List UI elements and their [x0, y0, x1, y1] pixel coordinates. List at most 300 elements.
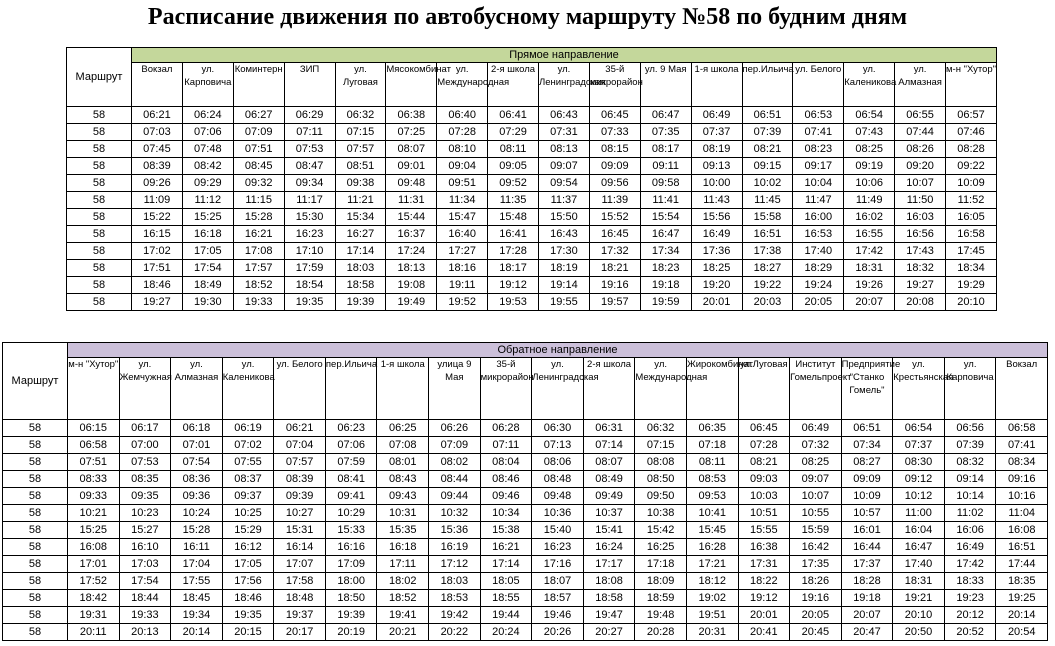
time-cell: 16:47 [893, 539, 945, 556]
time-cell: 07:53 [284, 141, 335, 158]
stop-header: ул. Карповича [182, 63, 233, 107]
time-cell: 16:55 [844, 226, 895, 243]
time-cell: 10:57 [841, 505, 893, 522]
time-cell: 08:10 [437, 141, 488, 158]
time-cell: 09:29 [182, 175, 233, 192]
time-cell: 17:17 [583, 556, 635, 573]
stop-header: ул. Карповича [944, 358, 996, 420]
time-cell: 16:05 [946, 209, 997, 226]
time-cell: 09:41 [325, 488, 377, 505]
time-cell: 11:39 [589, 192, 640, 209]
time-cell: 20:50 [893, 624, 945, 641]
time-cell: 09:51 [437, 175, 488, 192]
time-cell: 17:08 [233, 243, 284, 260]
stop-header: Предприятие "Станко Гомель" [841, 358, 893, 420]
route-number-cell: 58 [67, 192, 132, 209]
time-cell: 15:47 [437, 209, 488, 226]
time-cell: 16:23 [284, 226, 335, 243]
time-cell: 08:45 [233, 158, 284, 175]
time-cell: 10:02 [742, 175, 793, 192]
time-cell: 10:34 [480, 505, 532, 522]
time-cell: 11:31 [386, 192, 437, 209]
time-cell: 20:03 [742, 294, 793, 311]
time-cell: 09:14 [944, 471, 996, 488]
time-cell: 07:15 [335, 124, 386, 141]
time-cell: 18:00 [325, 573, 377, 590]
table-row [67, 277, 997, 294]
time-cell: 16:58 [946, 226, 997, 243]
stop-header: ул. Луговая [335, 63, 386, 107]
forward-schedule-body [67, 107, 997, 311]
stop-header: Институт Гомельпроект [790, 358, 842, 420]
time-cell: 07:43 [844, 124, 895, 141]
time-cell: 19:26 [844, 277, 895, 294]
time-cell: 11:00 [893, 505, 945, 522]
route-number-cell: 58 [67, 158, 132, 175]
time-cell: 19:48 [635, 607, 687, 624]
time-cell: 17:35 [790, 556, 842, 573]
time-cell: 07:31 [539, 124, 590, 141]
forward-stops-row [67, 63, 997, 107]
table-row [3, 556, 1048, 573]
time-cell: 18:58 [583, 590, 635, 607]
backward-schedule-table [2, 342, 1048, 641]
time-cell: 18:19 [539, 260, 590, 277]
stop-header: ул. Международная [635, 358, 687, 420]
time-cell: 08:08 [635, 454, 687, 471]
time-cell: 19:37 [274, 607, 326, 624]
time-cell: 18:52 [233, 277, 284, 294]
time-cell: 15:33 [325, 522, 377, 539]
time-cell: 17:57 [233, 260, 284, 277]
time-cell: 20:24 [480, 624, 532, 641]
time-cell: 19:30 [182, 294, 233, 311]
time-cell: 15:40 [532, 522, 584, 539]
time-cell: 16:42 [790, 539, 842, 556]
time-cell: 08:32 [944, 454, 996, 471]
time-cell: 20:14 [171, 624, 223, 641]
time-cell: 18:58 [335, 277, 386, 294]
time-cell: 07:48 [182, 141, 233, 158]
time-cell: 19:39 [325, 607, 377, 624]
time-cell: 06:49 [790, 420, 842, 437]
time-cell: 16:19 [429, 539, 481, 556]
time-cell: 18:48 [274, 590, 326, 607]
time-cell: 15:48 [488, 209, 539, 226]
time-cell: 09:05 [488, 158, 539, 175]
time-cell: 15:44 [386, 209, 437, 226]
time-cell: 16:21 [480, 539, 532, 556]
stop-header: Жирокомбинат [686, 358, 738, 420]
time-cell: 10:24 [171, 505, 223, 522]
time-cell: 08:37 [222, 471, 274, 488]
time-cell: 09:16 [996, 471, 1048, 488]
time-cell: 16:43 [539, 226, 590, 243]
time-cell: 08:48 [532, 471, 584, 488]
stop-header: улица 9 Мая [429, 358, 481, 420]
time-cell: 06:32 [635, 420, 687, 437]
time-cell: 20:01 [691, 294, 742, 311]
time-cell: 19:35 [222, 607, 274, 624]
time-cell: 17:30 [539, 243, 590, 260]
time-cell: 17:40 [893, 556, 945, 573]
time-cell: 16:49 [691, 226, 742, 243]
time-cell: 17:42 [944, 556, 996, 573]
time-cell: 08:19 [691, 141, 742, 158]
time-cell: 15:29 [222, 522, 274, 539]
time-cell: 06:35 [686, 420, 738, 437]
stop-header: пер.Ильича [742, 63, 793, 107]
time-cell: 16:37 [386, 226, 437, 243]
time-cell: 18:25 [691, 260, 742, 277]
time-cell: 17:43 [895, 243, 946, 260]
time-cell: 06:19 [222, 420, 274, 437]
time-cell: 18:31 [844, 260, 895, 277]
time-cell: 08:07 [386, 141, 437, 158]
time-cell: 10:09 [841, 488, 893, 505]
route-number-cell: 58 [3, 454, 68, 471]
stop-header: ул.Луговая [738, 358, 790, 420]
table-row [3, 522, 1048, 539]
time-cell: 20:07 [844, 294, 895, 311]
time-cell: 09:56 [589, 175, 640, 192]
time-cell: 08:53 [686, 471, 738, 488]
time-cell: 16:15 [132, 226, 183, 243]
time-cell: 18:49 [182, 277, 233, 294]
time-cell: 16:21 [233, 226, 284, 243]
stop-header: ул. Алмазная [895, 63, 946, 107]
time-cell: 07:51 [233, 141, 284, 158]
time-cell: 19:52 [437, 294, 488, 311]
time-cell: 11:41 [640, 192, 691, 209]
time-cell: 18:26 [790, 573, 842, 590]
time-cell: 18:03 [429, 573, 481, 590]
time-cell: 08:01 [377, 454, 429, 471]
time-cell: 17:27 [437, 243, 488, 260]
time-cell: 16:03 [895, 209, 946, 226]
time-cell: 06:55 [895, 107, 946, 124]
stop-header: Мясокомбинат [386, 63, 437, 107]
time-cell: 11:47 [793, 192, 844, 209]
time-cell: 10:29 [325, 505, 377, 522]
time-cell: 06:58 [68, 437, 120, 454]
table-row [3, 471, 1048, 488]
route-number-cell: 58 [67, 141, 132, 158]
time-cell: 06:45 [738, 420, 790, 437]
time-cell: 11:37 [539, 192, 590, 209]
time-cell: 20:54 [996, 624, 1048, 641]
time-cell: 08:25 [790, 454, 842, 471]
time-cell: 20:12 [944, 607, 996, 624]
time-cell: 15:54 [640, 209, 691, 226]
time-cell: 18:33 [944, 573, 996, 590]
route-number-cell: 58 [67, 175, 132, 192]
time-cell: 11:21 [335, 192, 386, 209]
time-cell: 18:29 [793, 260, 844, 277]
time-cell: 06:51 [742, 107, 793, 124]
time-cell: 06:28 [480, 420, 532, 437]
time-cell: 18:21 [589, 260, 640, 277]
time-cell: 15:28 [233, 209, 284, 226]
time-cell: 17:51 [132, 260, 183, 277]
time-cell: 08:34 [996, 454, 1048, 471]
time-cell: 07:37 [893, 437, 945, 454]
time-cell: 09:54 [539, 175, 590, 192]
time-cell: 10:32 [429, 505, 481, 522]
time-cell: 09:43 [377, 488, 429, 505]
stop-header: Вокзал [996, 358, 1048, 420]
time-cell: 20:19 [325, 624, 377, 641]
time-cell: 18:34 [946, 260, 997, 277]
time-cell: 08:15 [589, 141, 640, 158]
time-cell: 08:33 [68, 471, 120, 488]
time-cell: 11:49 [844, 192, 895, 209]
time-cell: 11:15 [233, 192, 284, 209]
page-title: Расписание движения по автобусному маршруту №58 по будним дням [147, 4, 908, 30]
table-row [3, 624, 1048, 641]
time-cell: 16:16 [325, 539, 377, 556]
time-cell: 16:00 [793, 209, 844, 226]
time-cell: 08:28 [946, 141, 997, 158]
time-cell: 19:11 [437, 277, 488, 294]
time-cell: 16:18 [182, 226, 233, 243]
time-cell: 16:41 [488, 226, 539, 243]
time-cell: 08:39 [132, 158, 183, 175]
time-cell: 17:56 [222, 573, 274, 590]
time-cell: 17:07 [274, 556, 326, 573]
route-column-header: Маршрут [3, 343, 68, 420]
time-cell: 07:06 [325, 437, 377, 454]
time-cell: 16:24 [583, 539, 635, 556]
time-cell: 07:15 [635, 437, 687, 454]
table-row [67, 192, 997, 209]
time-cell: 17:05 [222, 556, 274, 573]
time-cell: 20:01 [738, 607, 790, 624]
time-cell: 17:10 [284, 243, 335, 260]
time-cell: 07:41 [793, 124, 844, 141]
time-cell: 07:57 [335, 141, 386, 158]
time-cell: 09:01 [386, 158, 437, 175]
time-cell: 16:08 [68, 539, 120, 556]
table-row [67, 294, 997, 311]
route-number-cell: 58 [67, 260, 132, 277]
time-cell: 19:25 [996, 590, 1048, 607]
time-cell: 10:55 [790, 505, 842, 522]
time-cell: 17:58 [274, 573, 326, 590]
time-cell: 10:04 [793, 175, 844, 192]
time-cell: 15:30 [284, 209, 335, 226]
time-cell: 19:53 [488, 294, 539, 311]
time-cell: 08:50 [635, 471, 687, 488]
time-cell: 19:33 [233, 294, 284, 311]
time-cell: 19:33 [119, 607, 171, 624]
time-cell: 16:08 [996, 522, 1048, 539]
time-cell: 06:25 [377, 420, 429, 437]
time-cell: 18:35 [996, 573, 1048, 590]
time-cell: 07:35 [640, 124, 691, 141]
time-cell: 17:44 [996, 556, 1048, 573]
time-cell: 07:09 [429, 437, 481, 454]
time-cell: 08:21 [742, 141, 793, 158]
route-number-cell: 58 [3, 573, 68, 590]
time-cell: 09:49 [583, 488, 635, 505]
time-cell: 16:06 [944, 522, 996, 539]
time-cell: 20:05 [793, 294, 844, 311]
stop-header: ул. 9 Мая [640, 63, 691, 107]
time-cell: 17:11 [377, 556, 429, 573]
time-cell: 08:41 [325, 471, 377, 488]
stop-header: пер.Ильича [325, 358, 377, 420]
time-cell: 15:41 [583, 522, 635, 539]
stop-header: ул. Ленинградская [539, 63, 590, 107]
time-cell: 10:12 [893, 488, 945, 505]
time-cell: 11:50 [895, 192, 946, 209]
time-cell: 11:52 [946, 192, 997, 209]
time-cell: 06:21 [132, 107, 183, 124]
time-cell: 18:54 [284, 277, 335, 294]
time-cell: 17:28 [488, 243, 539, 260]
time-cell: 07:25 [386, 124, 437, 141]
time-cell: 19:57 [589, 294, 640, 311]
time-cell: 19:29 [946, 277, 997, 294]
time-cell: 18:13 [386, 260, 437, 277]
time-cell: 17:14 [335, 243, 386, 260]
table-row [3, 590, 1048, 607]
time-cell: 20:47 [841, 624, 893, 641]
time-cell: 07:33 [589, 124, 640, 141]
time-cell: 08:11 [488, 141, 539, 158]
backward-direction-header: Обратное направление [68, 343, 1048, 358]
time-cell: 07:51 [68, 454, 120, 471]
time-cell: 06:43 [539, 107, 590, 124]
time-cell: 16:45 [589, 226, 640, 243]
time-cell: 07:53 [119, 454, 171, 471]
time-cell: 06:29 [284, 107, 335, 124]
route-number-cell: 58 [67, 226, 132, 243]
time-cell: 09:12 [893, 471, 945, 488]
table-row [67, 175, 997, 192]
time-cell: 07:44 [895, 124, 946, 141]
time-cell: 09:11 [640, 158, 691, 175]
time-cell: 16:02 [844, 209, 895, 226]
backward-stops-row [3, 358, 1048, 420]
time-cell: 08:23 [793, 141, 844, 158]
time-cell: 18:02 [377, 573, 429, 590]
time-cell: 10:03 [738, 488, 790, 505]
time-cell: 20:28 [635, 624, 687, 641]
stop-header: ул. Алмазная [171, 358, 223, 420]
time-cell: 16:12 [222, 539, 274, 556]
time-cell: 17:18 [635, 556, 687, 573]
time-cell: 17:04 [171, 556, 223, 573]
time-cell: 06:24 [182, 107, 233, 124]
time-cell: 07:02 [222, 437, 274, 454]
time-cell: 17:31 [738, 556, 790, 573]
time-cell: 15:27 [119, 522, 171, 539]
time-cell: 18:32 [895, 260, 946, 277]
time-cell: 09:09 [589, 158, 640, 175]
time-cell: 07:45 [132, 141, 183, 158]
time-cell: 17:40 [793, 243, 844, 260]
time-cell: 10:16 [996, 488, 1048, 505]
time-cell: 07:14 [583, 437, 635, 454]
time-cell: 19:18 [841, 590, 893, 607]
time-cell: 09:04 [437, 158, 488, 175]
time-cell: 16:01 [841, 522, 893, 539]
time-cell: 19:18 [640, 277, 691, 294]
time-cell: 09:36 [171, 488, 223, 505]
time-cell: 18:50 [325, 590, 377, 607]
time-cell: 11:09 [132, 192, 183, 209]
time-cell: 18:59 [635, 590, 687, 607]
time-cell: 06:32 [335, 107, 386, 124]
time-cell: 17:34 [640, 243, 691, 260]
time-cell: 10:14 [944, 488, 996, 505]
time-cell: 17:42 [844, 243, 895, 260]
time-cell: 10:37 [583, 505, 635, 522]
time-cell: 15:55 [738, 522, 790, 539]
route-number-cell: 58 [3, 522, 68, 539]
time-cell: 15:34 [335, 209, 386, 226]
route-number-cell: 58 [3, 556, 68, 573]
backward-schedule-body [3, 420, 1048, 641]
stop-header: ул. Жемчужная [119, 358, 171, 420]
time-cell: 17:36 [691, 243, 742, 260]
time-cell: 19:23 [944, 590, 996, 607]
time-cell: 19:44 [480, 607, 532, 624]
time-cell: 11:35 [488, 192, 539, 209]
table-row [67, 107, 997, 124]
time-cell: 07:08 [377, 437, 429, 454]
forward-direction-header: Прямое направление [132, 48, 997, 63]
time-cell: 19:27 [895, 277, 946, 294]
time-cell: 10:23 [119, 505, 171, 522]
time-cell: 19:02 [686, 590, 738, 607]
table-row [3, 420, 1048, 437]
time-cell: 15:59 [790, 522, 842, 539]
time-cell: 17:32 [589, 243, 640, 260]
time-cell: 07:29 [488, 124, 539, 141]
route-column-header: Маршрут [67, 48, 132, 107]
stop-header: 2-я школа [583, 358, 635, 420]
time-cell: 09:39 [274, 488, 326, 505]
route-number-cell: 58 [3, 420, 68, 437]
time-cell: 08:13 [539, 141, 590, 158]
time-cell: 09:13 [691, 158, 742, 175]
time-cell: 06:49 [691, 107, 742, 124]
time-cell: 20:27 [583, 624, 635, 641]
stop-header: 35-й микрорайон [589, 63, 640, 107]
route-number-cell: 58 [3, 607, 68, 624]
time-cell: 18:52 [377, 590, 429, 607]
time-cell: 16:44 [841, 539, 893, 556]
time-cell: 20:10 [946, 294, 997, 311]
time-cell: 16:53 [793, 226, 844, 243]
time-cell: 16:38 [738, 539, 790, 556]
time-cell: 08:21 [738, 454, 790, 471]
time-cell: 17:05 [182, 243, 233, 260]
time-cell: 07:28 [437, 124, 488, 141]
time-cell: 20:41 [738, 624, 790, 641]
time-cell: 09:19 [844, 158, 895, 175]
time-cell: 17:12 [429, 556, 481, 573]
time-cell: 09:52 [488, 175, 539, 192]
time-cell: 20:05 [790, 607, 842, 624]
table-row [3, 607, 1048, 624]
time-cell: 19:34 [171, 607, 223, 624]
time-cell: 19:47 [583, 607, 635, 624]
time-cell: 08:06 [532, 454, 584, 471]
